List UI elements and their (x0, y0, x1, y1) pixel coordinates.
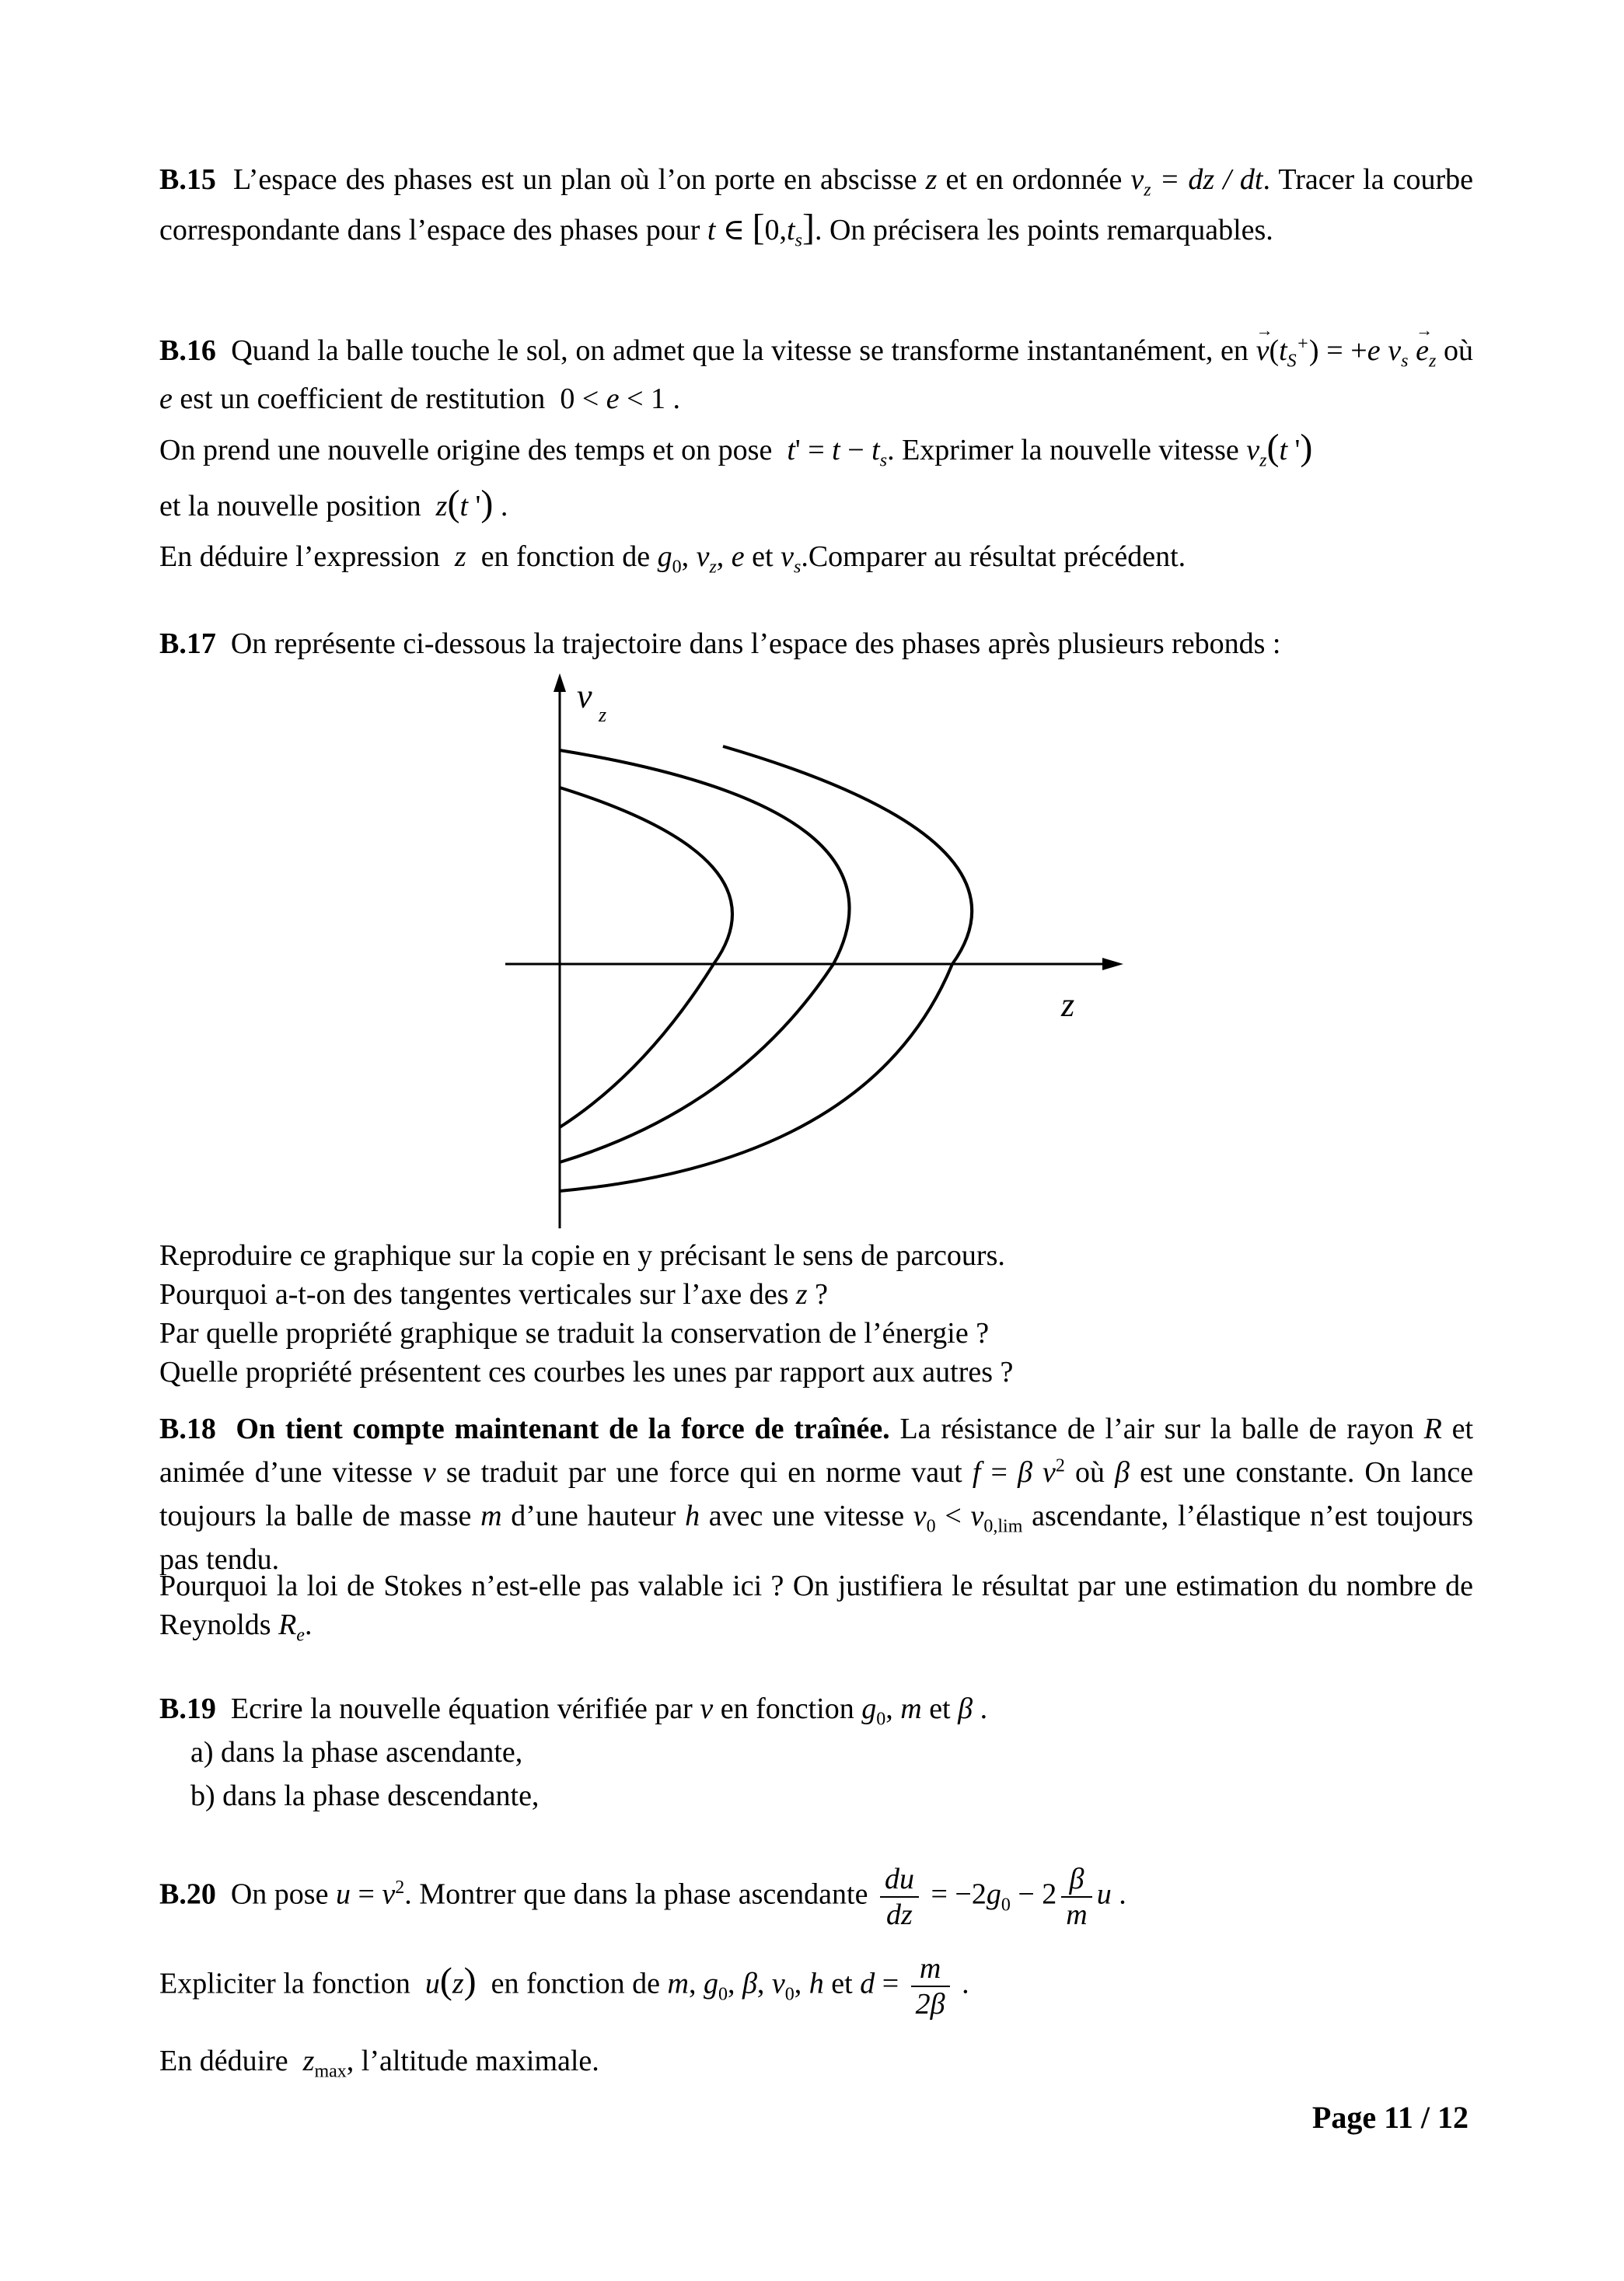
b19-label: B.19 (159, 1692, 216, 1725)
b15-label: B.15 (159, 163, 216, 196)
b20-text-4: en fonction de (491, 1967, 661, 2000)
b20-text-7: , l’altitude maximale. (346, 2045, 599, 2077)
b19-text-3: et (929, 1692, 951, 1725)
question-b17 (159, 620, 1473, 668)
b16-text-6: et la nouvelle position (159, 490, 421, 522)
z-axis-arrow (1102, 958, 1123, 970)
question-b18: B.18 On tient compte maintenant de la force de traînée. La résistance de l’air sur la balle de rayon R et animée d’une vitesse v se traduit par une force qui en norme vaut f = β $v^2$ où β est une constante. On lance toujours la balle de masse m d’une hauteur h avec une vitesse $v_0 < v_{0,lim}$ ascendante, l’élastique n’est toujours pas tendu. (159, 1413, 1474, 1576)
b18-text-6: d’une hauteur (511, 1500, 676, 1532)
b19-text-1: Ecrire la nouvelle équation vérifiée par (230, 1692, 693, 1725)
question-b16: B.16 Quand la balle touche le sol, on admet que la vitesse se transforme instantanément, en → $v(t_S^+) = +e$ $v_s \to e_z$ où e est un coefficient de restitution 0 < e < 1 . (159, 327, 1473, 423)
b18-stokes: Pourquoi la loi de Stokes n’est-elle pas valable ici ? On justifiera le résultat par une estimation du nombre de Reynolds $R_e$. (159, 1570, 1473, 1646)
b17-question-1: Reproduire ce graphique sur la copie en y précisant le sens de parcours. (159, 1239, 1005, 1272)
b18-text-5: est une constante. On lance toujours la balle de masse (159, 1456, 1474, 1532)
z-axis-label: z (1061, 986, 1075, 1024)
b17-question-3: Par quelle propriété graphique se traduit la conservation de l’énergie ? (159, 1317, 990, 1350)
b18-text-2: et animée d’une vitesse (159, 1413, 1474, 1489)
b20-line-2: Expliciter la fonction u(z) en fonction de m, $g_0$, β, $v_0$, h et d = $\frac{m}{2\beta}$ . (159, 1952, 969, 2021)
b18-text-8: ascendante, l’élastique n’est toujours pas tendu. (159, 1500, 1474, 1576)
b16-text-4: On prend une nouvelle origine des temps et on pose (159, 434, 773, 466)
b16-label: B.16 (159, 334, 216, 367)
b18-text-1: La résistance de l’air sur la balle de rayon (899, 1413, 1414, 1445)
b20-text-5: et (831, 1967, 853, 2000)
b16-text-8: en fonction de (480, 540, 651, 573)
b17-question-4: Quelle propriété présentent ces courbes les unes par rapport aux autres ? (159, 1356, 1014, 1389)
vz-axis-label: v (577, 677, 592, 715)
b15-text-3: Tracer la courbe correspondante dans l’espace des phases pour (159, 163, 1474, 246)
b16-text-2: où (1444, 334, 1474, 367)
b18-text-4: où (1074, 1456, 1105, 1489)
question-b15: B.15 L’espace des phases est un plan où l’on porte en abscisse z et en ordonnée $v_z$ = dz / dt. Tracer la courbe correspondante dans l’espace des phases pour t ∈ $[0,t_s]$. On précisera les points remarquables. (159, 163, 1474, 251)
b18-text-7: avec une vitesse (708, 1500, 905, 1532)
b17-label: B.17 (159, 627, 216, 660)
b16-line-4: et la nouvelle position z(t ') . (159, 483, 508, 524)
b18-text-3: se traduit par une force qui en norme vaut (445, 1456, 962, 1489)
b20-text-3: Expliciter la fonction (159, 1967, 410, 2000)
b17-question-2: Pourquoi a-t-on des tangentes verticales sur l’axe des z ? (159, 1278, 829, 1311)
b17-text: On représente ci-dessous la trajectoire dans l’espace des phases après plusieurs rebonds : (230, 627, 1281, 660)
trajectory-curve-2 (560, 750, 850, 1162)
b20-text-2: . Montrer que dans la phase ascendante (404, 1878, 868, 1911)
b19-item-a: a) dans la phase ascendante, (190, 1736, 523, 1769)
phase-space-figure (482, 669, 1135, 1228)
b18-bold-text: On tient compte maintenant de la force de traînée. (236, 1413, 890, 1445)
b19-text-2: en fonction (720, 1692, 854, 1725)
b16-text-1: Quand la balle touche le sol, on admet que la vitesse se transforme instantanément, en (231, 334, 1249, 367)
b20-line-3: En déduire $z_{max}$, l’altitude maximale. (159, 2045, 599, 2082)
question-b19: B.19 Ecrire la nouvelle équation vérifiée par v en fonction $g_0$, m et β . a) dans la phase ascendante, b) dans la phase descendante, (159, 1687, 1473, 1818)
b17-questions (159, 1236, 1473, 1392)
b20-text-1: On pose (230, 1878, 329, 1911)
b18-text-9: Pourquoi la loi de Stokes n’est-elle pas valable ici ? On justifiera le résultat par une estimation du nombre de Reynolds (159, 1570, 1473, 1641)
b16-text-3: est un coefficient de restitution (180, 382, 546, 415)
page-number: Page 11 / 12 (1311, 2100, 1469, 2135)
question-b20: B.20 On pose $u = v^2$. Montrer que dans la phase ascendante $\frac{du}{dz}$ = $-2g_0 - 2$ $\frac{\beta}{m}$ u . (159, 1863, 1126, 1931)
b16-line-3: On prend une nouvelle origine des temps et on pose $t' = t - t_s$. Exprimer la nouvelle vitesse $v_z(t$ ') (159, 427, 1313, 471)
b20-label: B.20 (159, 1878, 216, 1911)
b15-text-2: et en ordonnée (945, 163, 1123, 196)
vz-axis-label-sub: z (599, 704, 607, 726)
b15-text-4: . On précisera les points remarquables. (814, 214, 1273, 246)
b16-text-9: et (752, 540, 774, 573)
b16-text-7: En déduire l’expression (159, 540, 440, 573)
trajectory-curve-3 (560, 746, 972, 1191)
vz-axis-arrow (554, 673, 566, 692)
b16-text-10: .Comparer au résultat précédent. (801, 540, 1186, 573)
b20-text-6: En déduire (159, 2045, 288, 2077)
b15-text-1: L’espace des phases est un plan où l’on porte en abscisse (233, 163, 917, 196)
b16-line-5: En déduire l’expression z en fonction de $g_0$, $v_z$, e et $v_s.Comparer$ au résultat précédent. (159, 540, 1186, 578)
b18-label: B.18 (159, 1413, 216, 1445)
trajectory-curve-1 (560, 788, 732, 1127)
b19-item-b: b) dans la phase descendante, (190, 1780, 540, 1812)
b16-text-5: . Exprimer la nouvelle vitesse (887, 434, 1239, 466)
